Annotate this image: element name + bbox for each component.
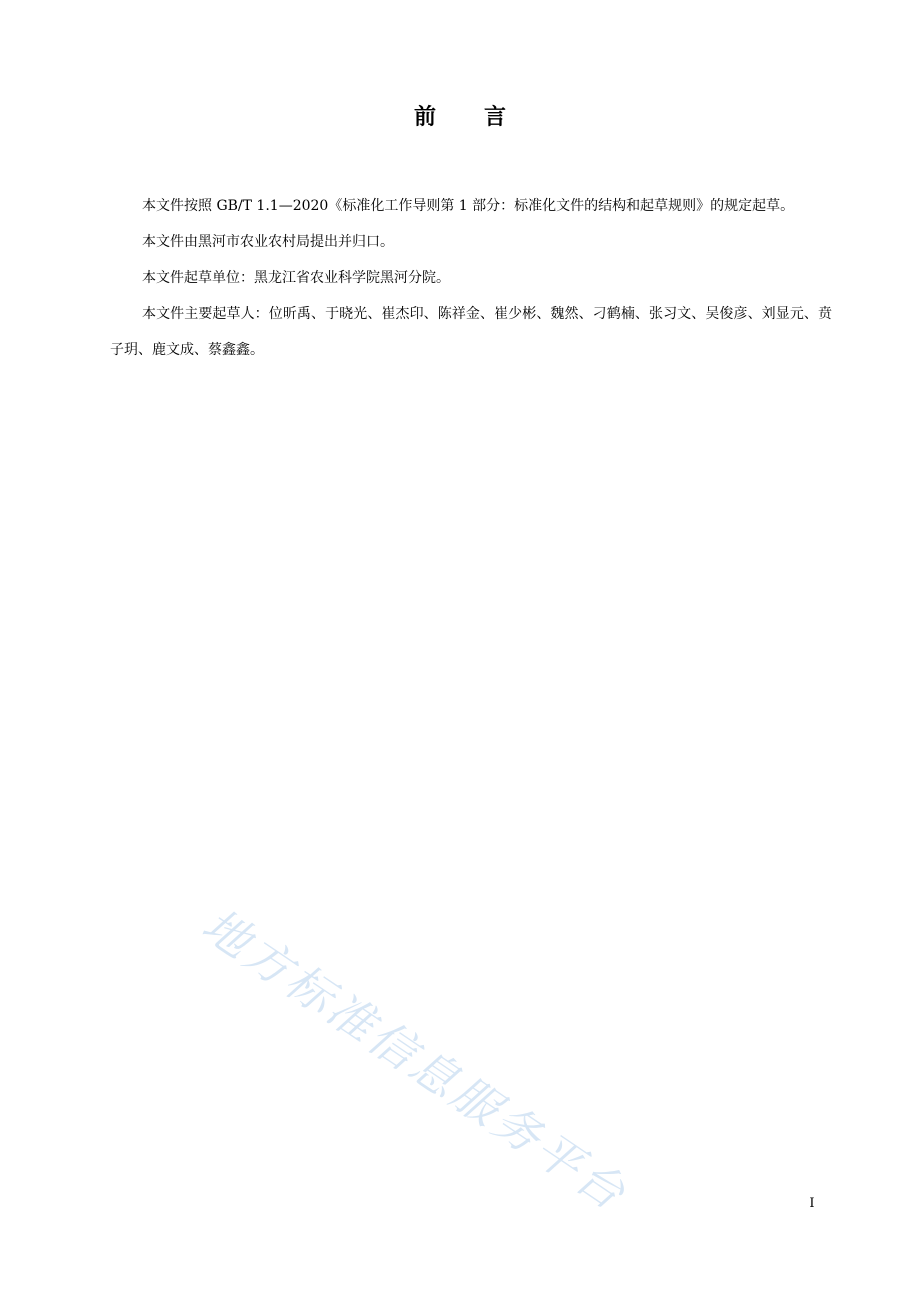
paragraph-standard-basis: 本文件按照 GB/T 1.1—2020《标准化工作导则第 1 部分：标准化文件的结构和起草规则》的规定起草。 — [142, 198, 795, 214]
watermark-text: 地方标准信息服务平台 — [192, 897, 638, 1222]
paragraph-drafting-unit: 本文件起草单位：黑龙江省农业科学院黑河分院。 — [142, 270, 450, 286]
paragraph-drafters: 本文件主要起草人：位昕禹、于晓光、崔杰印、陈祥金、崔少彬、魏然、刁鹤楠、张习文、吴俊彦、刘显元、贲子玥、鹿文成、蔡鑫鑫。 — [110, 306, 832, 358]
foreword-title: 前言 — [413, 105, 554, 130]
page-number: I — [809, 1196, 815, 1211]
paragraph-proposer: 本文件由黑河市农业农村局提出并归口。 — [142, 234, 394, 250]
foreword-body — [110, 188, 832, 368]
